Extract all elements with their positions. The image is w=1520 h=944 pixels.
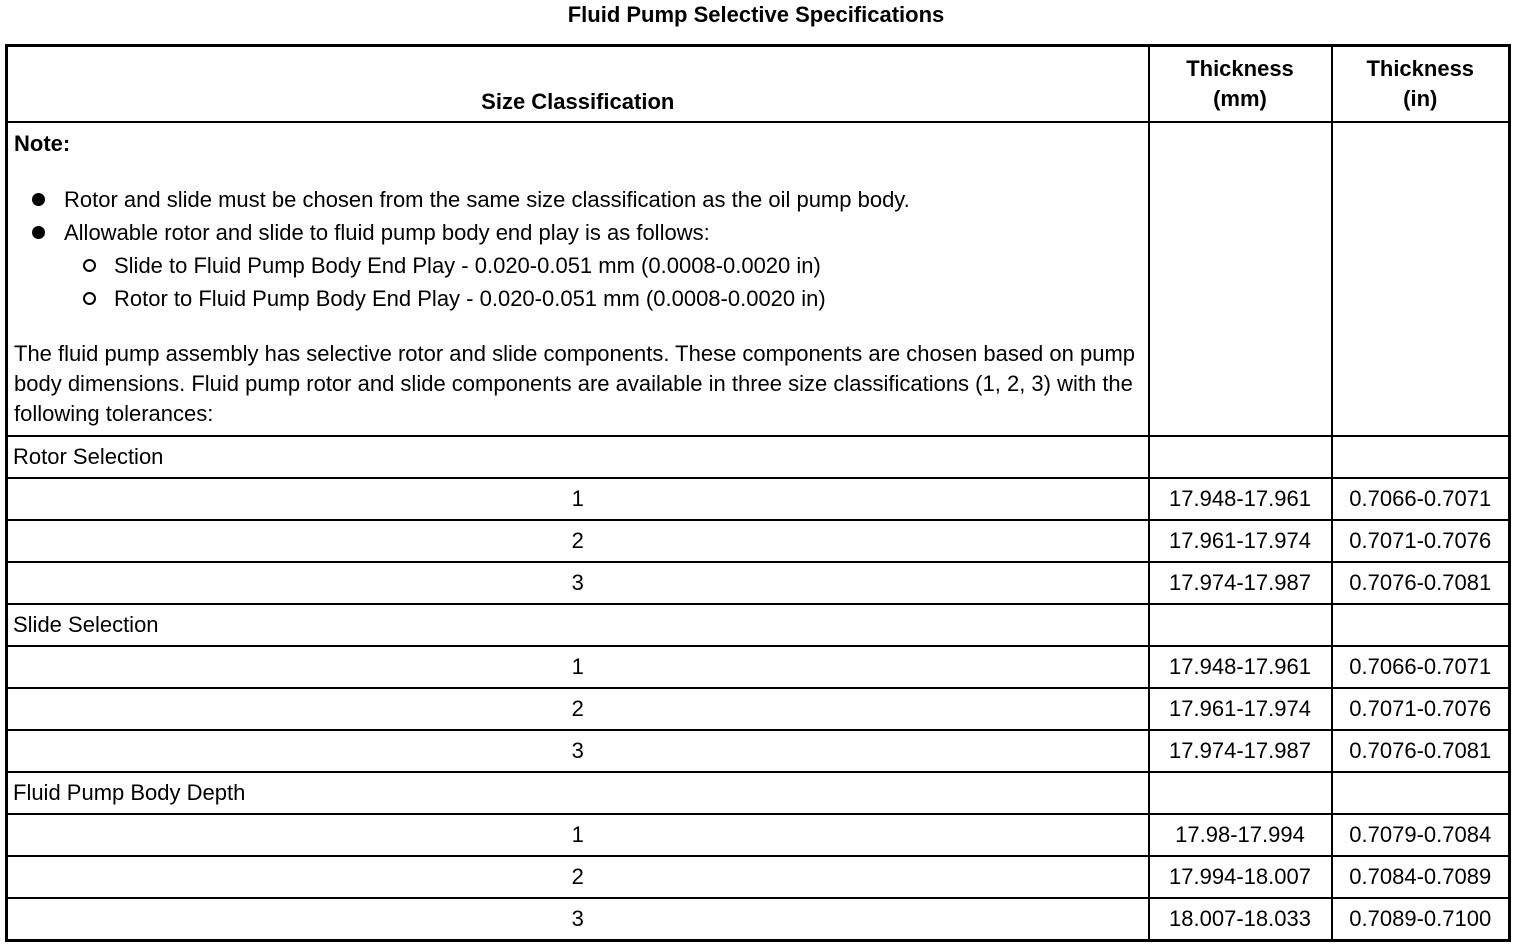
- table-row: [7, 898, 1510, 941]
- section-empty-in: [1332, 436, 1510, 478]
- note-sub-bullet: [64, 249, 1142, 282]
- section-empty-mm: [1149, 604, 1332, 646]
- note-sub-bullet: [64, 282, 1142, 315]
- table-row: [7, 730, 1510, 772]
- table-row: [7, 688, 1510, 730]
- size-cell: 1: [7, 814, 1149, 856]
- thickness-in-cell: 0.7084-0.7089: [1332, 856, 1510, 898]
- note-bullet-text: Allowable rotor and slide to fluid pump body end play is as follows:: [64, 220, 710, 245]
- thickness-in-cell: 0.7066-0.7071: [1332, 646, 1510, 688]
- section-title: Fluid Pump Body Depth: [7, 772, 1149, 814]
- thickness-in-cell: 0.7071-0.7076: [1332, 688, 1510, 730]
- header-thickness-mm-line2: (mm): [1213, 86, 1267, 111]
- section-empty-mm: [1149, 436, 1332, 478]
- section-header-row: [7, 436, 1510, 478]
- bullet-dot-icon: [32, 226, 45, 239]
- header-row: [7, 46, 1510, 123]
- table-row: [7, 814, 1510, 856]
- header-thickness-mm: [1149, 46, 1332, 123]
- bullet-ring-icon: [83, 259, 96, 272]
- section-title: Rotor Selection: [7, 436, 1149, 478]
- section-header-row: [7, 772, 1510, 814]
- table-row: [7, 478, 1510, 520]
- thickness-in-cell: 0.7076-0.7081: [1332, 562, 1510, 604]
- note-bullet: [14, 216, 1142, 249]
- header-size-classification: Size Classification: [7, 46, 1149, 123]
- spec-table: [5, 44, 1511, 942]
- note-label: Note:: [14, 131, 71, 156]
- thickness-in-cell: 0.7089-0.7100: [1332, 898, 1510, 941]
- table-row: [7, 520, 1510, 562]
- note-bullet: [14, 183, 1142, 216]
- note-empty-mm: [1149, 122, 1332, 436]
- bullet-dot-icon: [32, 193, 45, 206]
- thickness-in-cell: 0.7079-0.7084: [1332, 814, 1510, 856]
- thickness-mm-cell: 17.948-17.961: [1149, 646, 1332, 688]
- table-row: [7, 562, 1510, 604]
- note-bullet-text: Rotor and slide must be chosen from the same size classification as the oil pump body.: [64, 187, 910, 212]
- size-cell: 1: [7, 478, 1149, 520]
- header-thickness-in: [1332, 46, 1510, 123]
- thickness-mm-cell: 17.98-17.994: [1149, 814, 1332, 856]
- section-empty-in: [1332, 772, 1510, 814]
- size-cell: 2: [7, 688, 1149, 730]
- note-sub-bullet-text: Rotor to Fluid Pump Body End Play - 0.020-0.051 mm (0.0008-0.0020 in): [114, 286, 826, 311]
- thickness-mm-cell: 18.007-18.033: [1149, 898, 1332, 941]
- thickness-mm-cell: 17.961-17.974: [1149, 688, 1332, 730]
- thickness-mm-cell: 17.974-17.987: [1149, 562, 1332, 604]
- size-cell: 2: [7, 520, 1149, 562]
- thickness-in-cell: 0.7071-0.7076: [1332, 520, 1510, 562]
- note-sub-bullet-text: Slide to Fluid Pump Body End Play - 0.020-0.051 mm (0.0008-0.0020 in): [114, 253, 821, 278]
- thickness-mm-cell: 17.948-17.961: [1149, 478, 1332, 520]
- size-cell: 3: [7, 730, 1149, 772]
- page-title: Fluid Pump Selective Specifications: [567, 2, 945, 27]
- section-empty-in: [1332, 604, 1510, 646]
- note-row: [7, 122, 1510, 436]
- header-thickness-in-line1: Thickness: [1366, 56, 1475, 81]
- header-thickness-in-line2: (in): [1403, 86, 1438, 111]
- thickness-mm-cell: 17.994-18.007: [1149, 856, 1332, 898]
- header-thickness-mm-line1: Thickness: [1186, 56, 1294, 81]
- size-cell: 3: [7, 898, 1149, 941]
- note-cell: [7, 122, 1149, 436]
- note-bullets: [14, 183, 1142, 249]
- size-cell: 2: [7, 856, 1149, 898]
- size-cell: 3: [7, 562, 1149, 604]
- table-row: [7, 646, 1510, 688]
- bullet-ring-icon: [83, 292, 96, 305]
- thickness-in-cell: 0.7076-0.7081: [1332, 730, 1510, 772]
- thickness-mm-cell: 17.974-17.987: [1149, 730, 1332, 772]
- note-empty-in: [1332, 122, 1510, 436]
- note-sub-bullets: [14, 249, 1142, 315]
- size-cell: 1: [7, 646, 1149, 688]
- thickness-mm-cell: 17.961-17.974: [1149, 520, 1332, 562]
- section-empty-mm: [1149, 772, 1332, 814]
- table-row: [7, 856, 1510, 898]
- thickness-in-cell: 0.7066-0.7071: [1332, 478, 1510, 520]
- note-paragraph: The fluid pump assembly has selective rotor and slide components. These components are chosen based on pump body dimensions. Fluid pump rotor and slide components are available in three size classifications (1, 2, 3) with the following tolerances:: [14, 341, 1136, 426]
- section-title: Slide Selection: [7, 604, 1149, 646]
- section-header-row: [7, 604, 1510, 646]
